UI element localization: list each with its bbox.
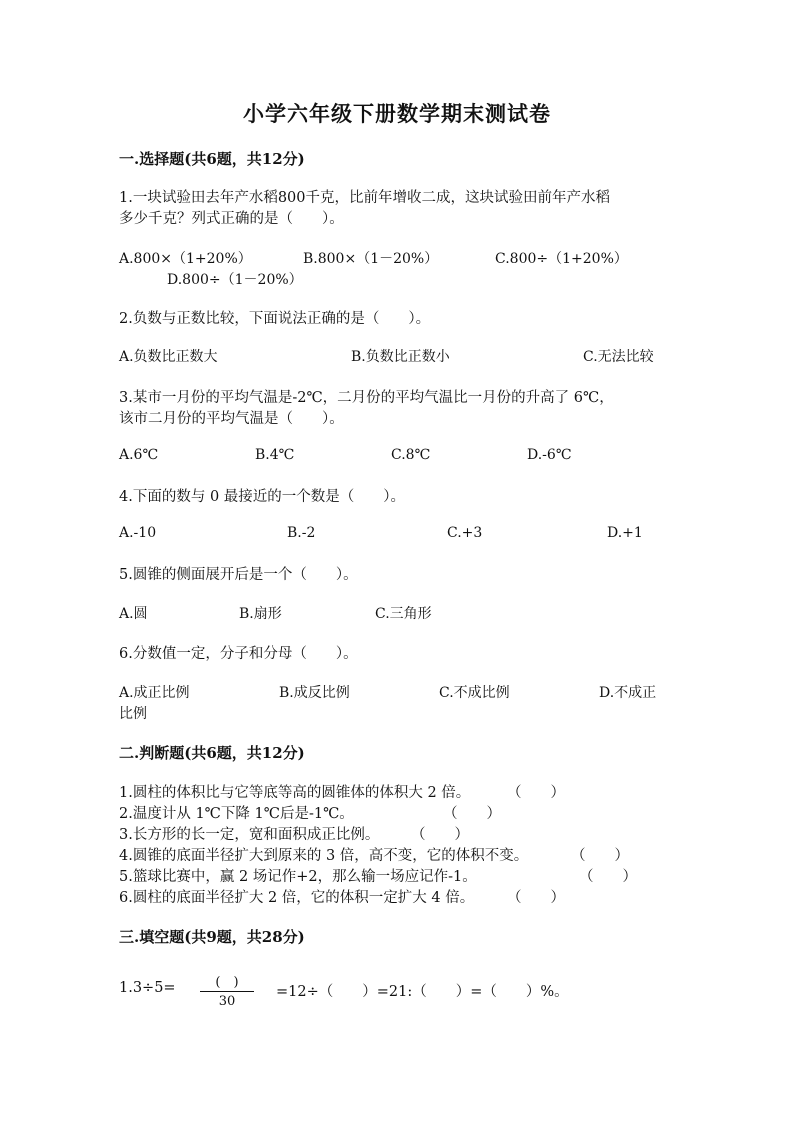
question-2-option-a: A.负数比正数大 (119, 349, 218, 365)
fraction-denominator: 30 (218, 994, 236, 1009)
fill-question-1-prefix: 1.3÷5= (119, 980, 176, 996)
judge-item-2-bracket: （ ） (443, 806, 501, 822)
judge-item-4-bracket: （ ） (571, 848, 629, 864)
question-6-option-c: C.不成比例 (439, 685, 510, 701)
question-1-line2: 多少千克？列式正确的是（ ）。 (119, 211, 344, 227)
fraction-numerator: ( ) (215, 975, 239, 990)
question-6-option-d: D.不成正 (599, 685, 657, 701)
fill-question-1-fraction (200, 971, 254, 1009)
judge-item-1-text: 1.圆柱的体积比与它等底等高的圆锥体的体积大 2 倍。 (119, 785, 471, 801)
question-2-line1: 2.负数与正数比较，下面说法正确的是（ ）。 (119, 311, 431, 327)
judge-item-3-text: 3.长方形的长一定，宽和面积成正比例。 (119, 827, 380, 843)
question-4-option-c: C.+3 (447, 525, 483, 541)
question-5-option-c: C.三角形 (375, 606, 432, 622)
question-3-option-d: D.-6℃ (527, 447, 572, 463)
fill-question-1-rest: =12÷（ ）=21:（ ）=（ ）%。 (276, 984, 569, 1000)
fraction-bar (200, 991, 254, 992)
judge-item-6-bracket: （ ） (507, 890, 565, 906)
question-5-line1: 5.圆锥的侧面展开后是一个（ ）。 (119, 567, 358, 583)
page-title: 小学六年级下册数学期末测试卷 (243, 101, 551, 126)
question-4-option-a: A.-10 (119, 525, 157, 541)
question-1-option-b: B.800×（1－20%） (303, 251, 439, 267)
section-heading-choice: 一.选择题(共6题，共12分) (119, 150, 305, 168)
judge-item-4-text: 4.圆锥的底面半径扩大到原来的 3 倍，高不变，它的体积不变。 (119, 848, 529, 864)
question-1-option-c: C.800÷（1+20%） (495, 251, 628, 267)
question-2-option-b: B.负数比正数小 (351, 349, 450, 365)
question-3-option-b: B.4℃ (255, 447, 295, 463)
question-3-line1: 3.某市一月份的平均气温是-2℃，二月份的平均气温比一月份的升高了 6℃， (119, 390, 614, 406)
question-4-line1: 4.下面的数与 0 最接近的一个数是（ ）。 (119, 489, 406, 505)
question-4-option-b: B.-2 (287, 525, 316, 541)
judge-item-3-bracket: （ ） (411, 827, 469, 843)
question-2-option-c: C.无法比较 (583, 349, 654, 365)
question-1-line1: 1.一块试验田去年产水稻800千克，比前年增收二成，这块试验田前年产水稻 (119, 190, 611, 206)
judge-item-2-text: 2.温度计从 1℃下降 1℃后是-1℃。 (119, 806, 354, 822)
question-6-option-b: B.成反比例 (279, 685, 350, 701)
judge-item-1-bracket: （ ） (507, 785, 565, 801)
section-heading-judge: 二.判断题(共6题，共12分) (119, 744, 305, 762)
judge-item-6-text: 6.圆柱的底面半径扩大 2 倍，它的体积一定扩大 4 倍。 (119, 890, 475, 906)
question-5-option-b: B.扇形 (239, 606, 282, 622)
question-6-option-a: A.成正比例 (119, 685, 190, 701)
question-3-option-c: C.8℃ (391, 447, 431, 463)
section-heading-fill: 三.填空题(共9题，共28分) (119, 928, 305, 946)
question-6-line1: 6.分数值一定，分子和分母（ ）。 (119, 646, 358, 662)
question-6-option-d-wrap: 比例 (119, 706, 147, 722)
question-5-option-a: A.圆 (119, 606, 148, 622)
judge-item-5-text: 5.篮球比赛中，赢 2 场记作+2，那么输一场应记作-1。 (119, 869, 477, 885)
question-3-option-a: A.6℃ (119, 447, 159, 463)
question-3-line2: 该市二月份的平均气温是（ ）。 (119, 411, 344, 427)
question-1-option-d: D.800÷（1－20%） (167, 272, 303, 288)
judge-item-5-bracket: （ ） (579, 869, 637, 885)
question-4-option-d: D.+1 (607, 525, 643, 541)
question-1-option-a: A.800×（1+20%） (119, 251, 252, 267)
